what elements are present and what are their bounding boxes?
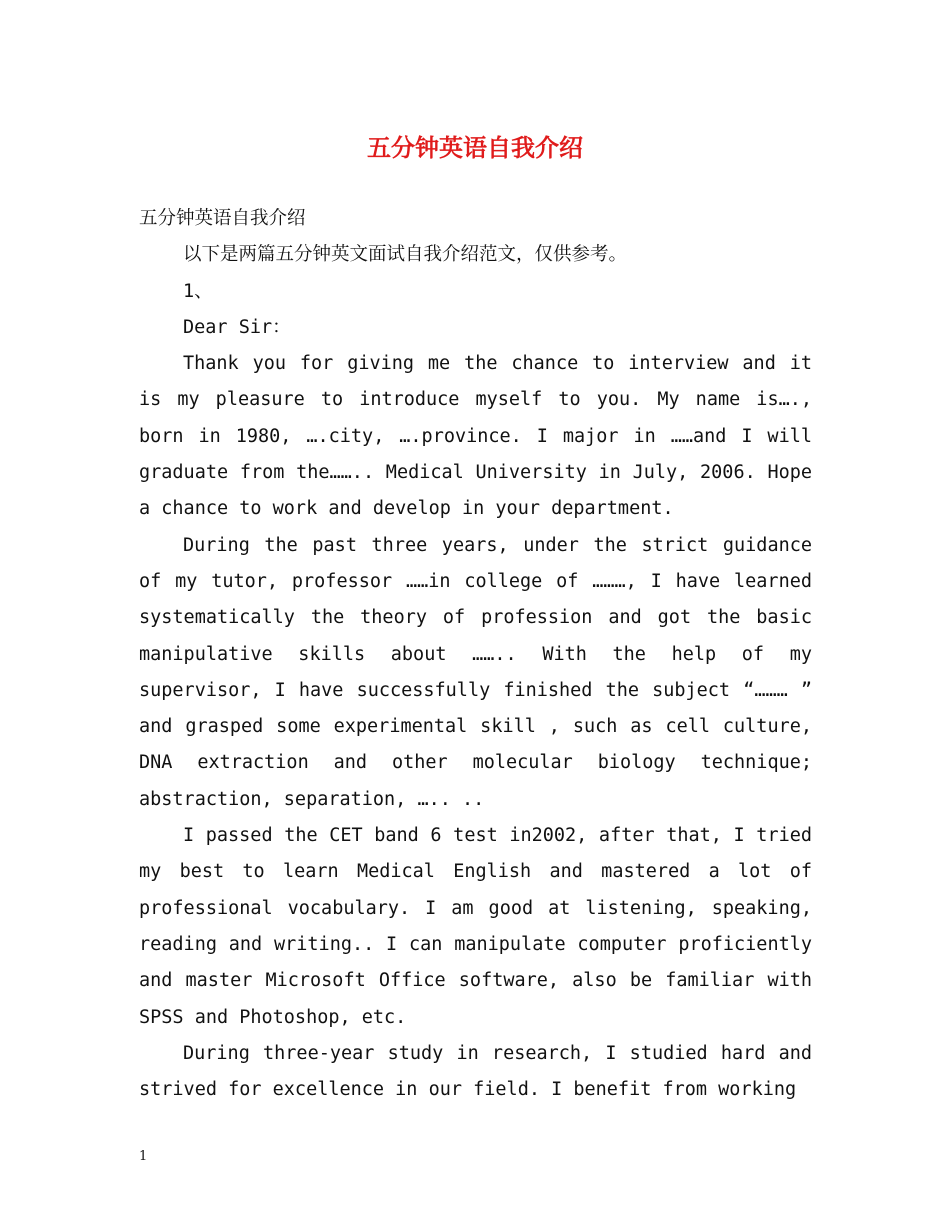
body-paragraph: During three-year study in research, I studied hard and strived for excellence in our field. I benefit from working [139,1042,812,1101]
document-title: 五分钟英语自我介绍 [367,133,583,162]
body-paragraph: During the past three years, under the strict guidance of my tutor, professor ……in college of ………, I have learned systematically the theory of profession and got the basic manipulative skills about …….. With the help of my supervisor, I have successfully finished the subject “……… ” and grasped some experimental skill , such as cell culture, DNA extraction and other molecular biology technique; abstraction, separation, ….. .. [139,534,812,810]
salutation: Dear Sir： [183,316,291,338]
body-paragraph: Thank you for giving me the chance to interview and it is my pleasure to introduce myself to you. My name is…., born in 1980, ….city, ….province. I major in ……and I will graduate from the…….. Medical University in July, 2006. Hope a chance to work and develop in your department. [139,353,812,520]
body-paragraph: I passed the CET band 6 test in2002, after that, I tried my best to learn Medical English and mastered a lot of professional vocabulary. I am good at listening, speaking, reading and writing.. I can manipulate computer proficiently and master Microsoft Office software, also be familiar with SPSS and Photoshop, etc. [139,825,812,1028]
sample-number: 1、 [183,280,213,302]
intro-paragraph: 以下是两篇五分钟英文面试自我介绍范文，仅供参考。 [183,244,628,266]
page-number: 1 [139,1149,148,1164]
document-body [139,201,812,1108]
section-heading: 五分钟英语自我介绍 [139,208,306,229]
